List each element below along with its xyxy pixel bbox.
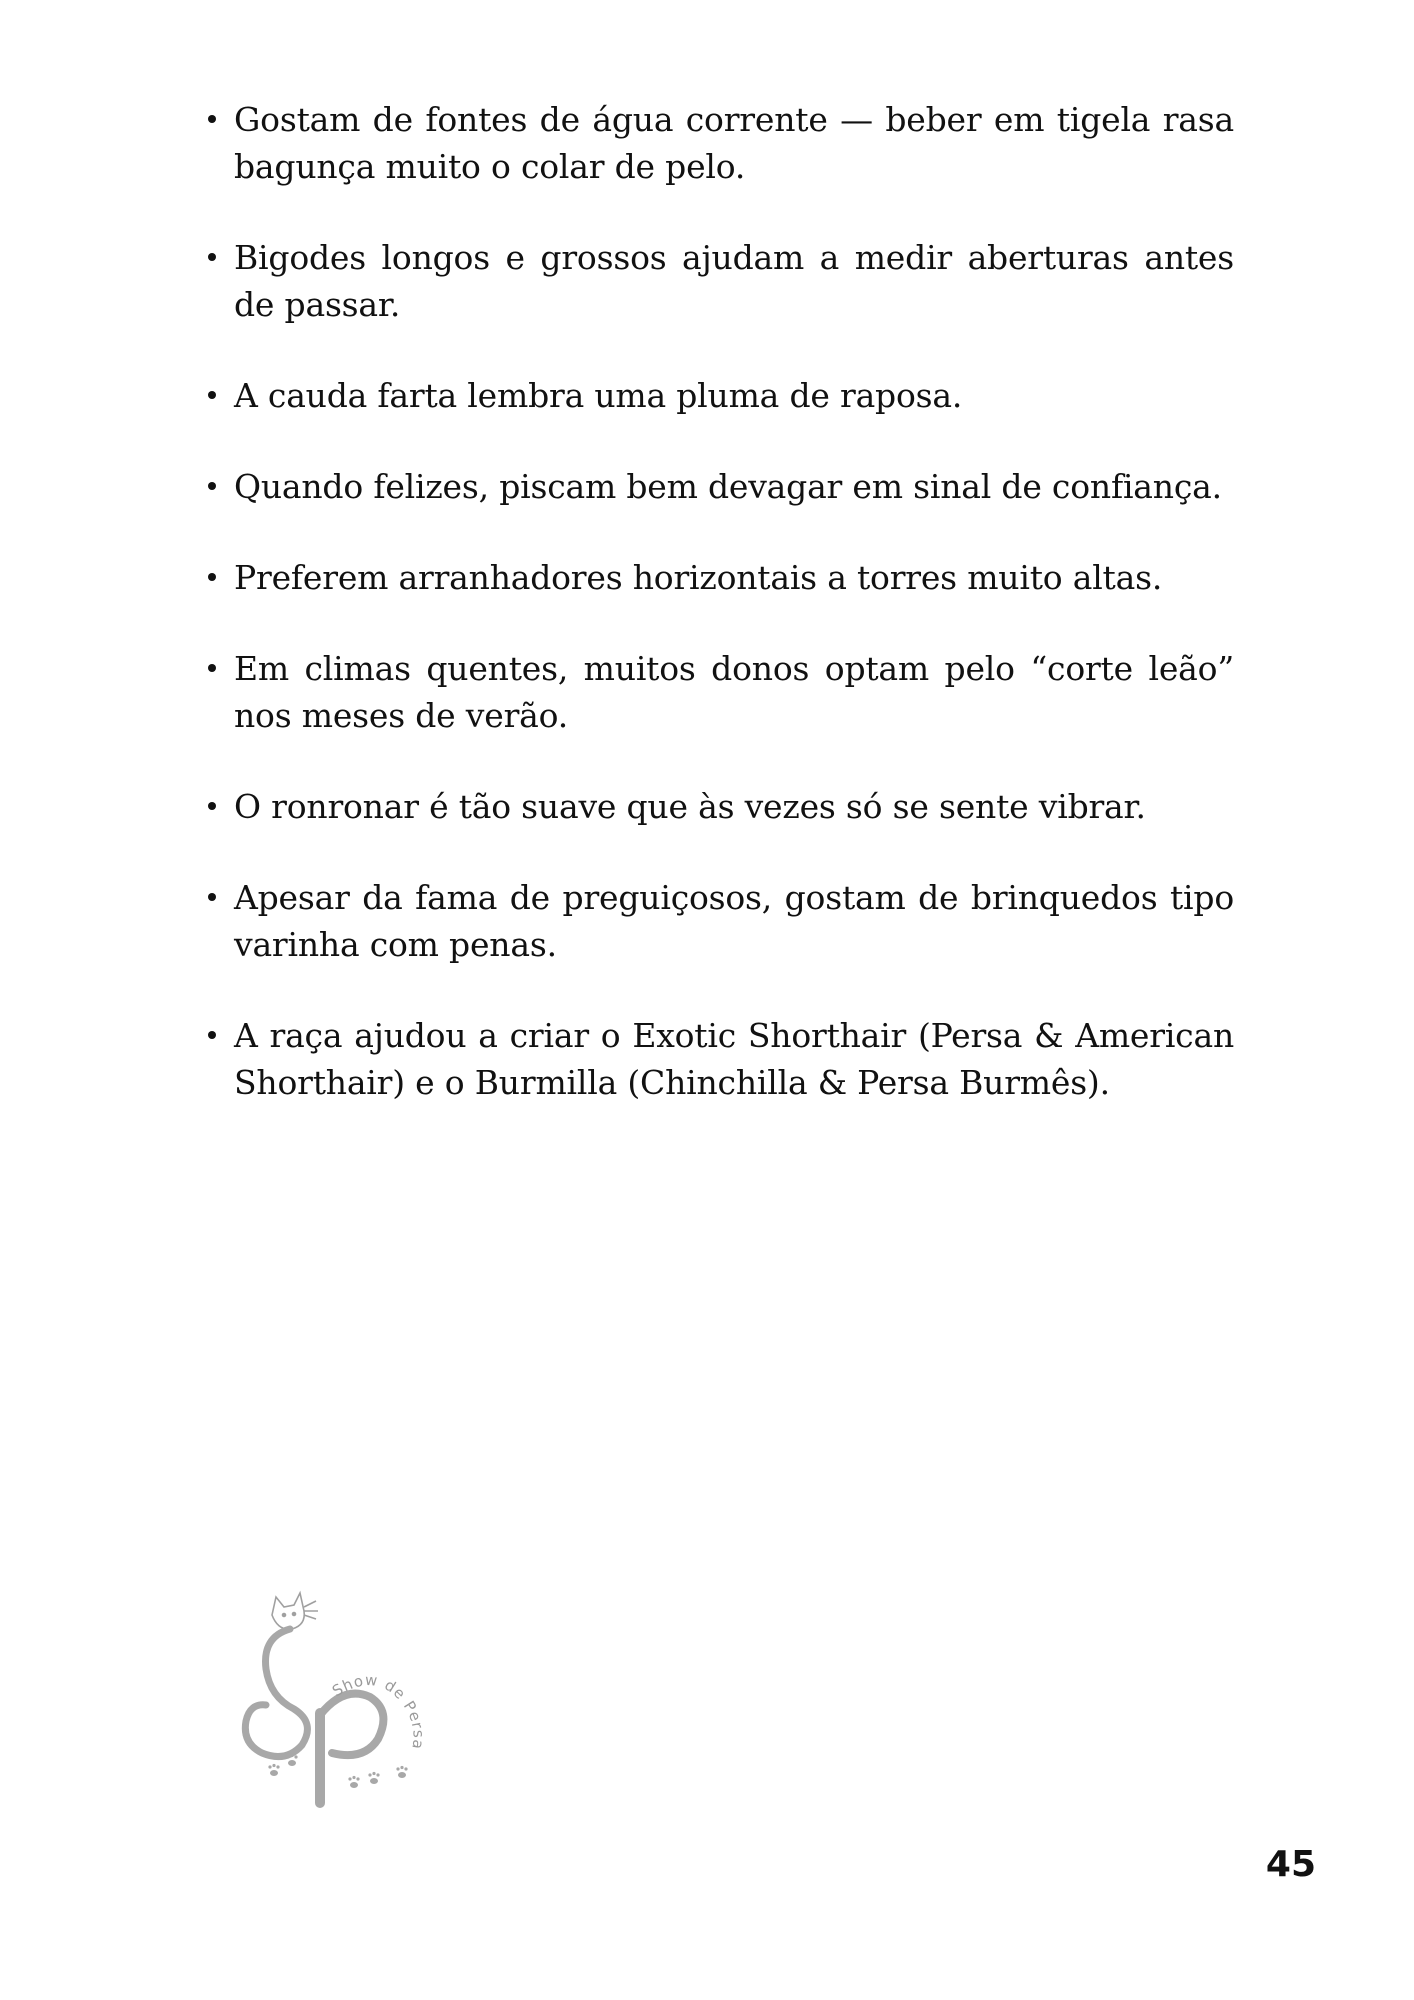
fact-text: Bigodes longos e grossos ajudam a medir aberturas antes de passar.: [234, 238, 1234, 324]
fact-text: Gostam de fontes de água corrente — beber em tigela rasa bagunça muito o colar de pelo.: [234, 100, 1234, 186]
bullet-icon: [208, 802, 216, 810]
fact-text: O ronronar é tão suave que às vezes só se sente vibrar.: [234, 787, 1146, 826]
fact-text: A raça ajudou a criar o Exotic Shorthair (Persa & American Shorthair) e o Burmilla (Chinchilla & Persa Burmês).: [234, 1016, 1234, 1102]
list-item: [198, 234, 1234, 328]
bullet-icon: [208, 664, 216, 672]
list-item: [198, 1012, 1234, 1106]
show-de-persa-logo: [232, 1585, 442, 1825]
bullet-icon: [208, 115, 216, 123]
fact-text: Preferem arranhadores horizontais a torres muito altas.: [234, 558, 1163, 597]
bullet-icon: [208, 1031, 216, 1039]
list-item: [198, 554, 1234, 601]
cat-head-icon: [272, 1593, 318, 1629]
page-number: 45: [1265, 1844, 1316, 1885]
bullet-icon: [208, 482, 216, 490]
logo-graphic: [232, 1585, 442, 1825]
bullet-icon: [208, 391, 216, 399]
bullet-icon: [208, 573, 216, 581]
fact-text: Em climas quentes, muitos donos optam pelo “corte leão” nos meses de verão.: [234, 649, 1234, 735]
bullet-icon: [208, 253, 216, 261]
paw-prints-icon: [268, 1754, 407, 1788]
list-item: [198, 645, 1234, 739]
facts-list: [198, 96, 1234, 1150]
list-item: [198, 463, 1234, 510]
fact-text: Quando felizes, piscam bem devagar em sinal de confiança.: [234, 467, 1222, 506]
fact-text: A cauda farta lembra uma pluma de raposa.: [234, 376, 963, 415]
list-item: [198, 874, 1234, 968]
list-item: [198, 372, 1234, 419]
logo-text-path: Show de Persa: [329, 1670, 428, 1752]
list-item: [198, 783, 1234, 830]
letter-s-swirl: [245, 1629, 307, 1757]
bullet-icon: [208, 893, 216, 901]
fact-text: Apesar da fama de preguiçosos, gostam de brinquedos tipo varinha com penas.: [234, 878, 1234, 964]
list-item: [198, 96, 1234, 190]
